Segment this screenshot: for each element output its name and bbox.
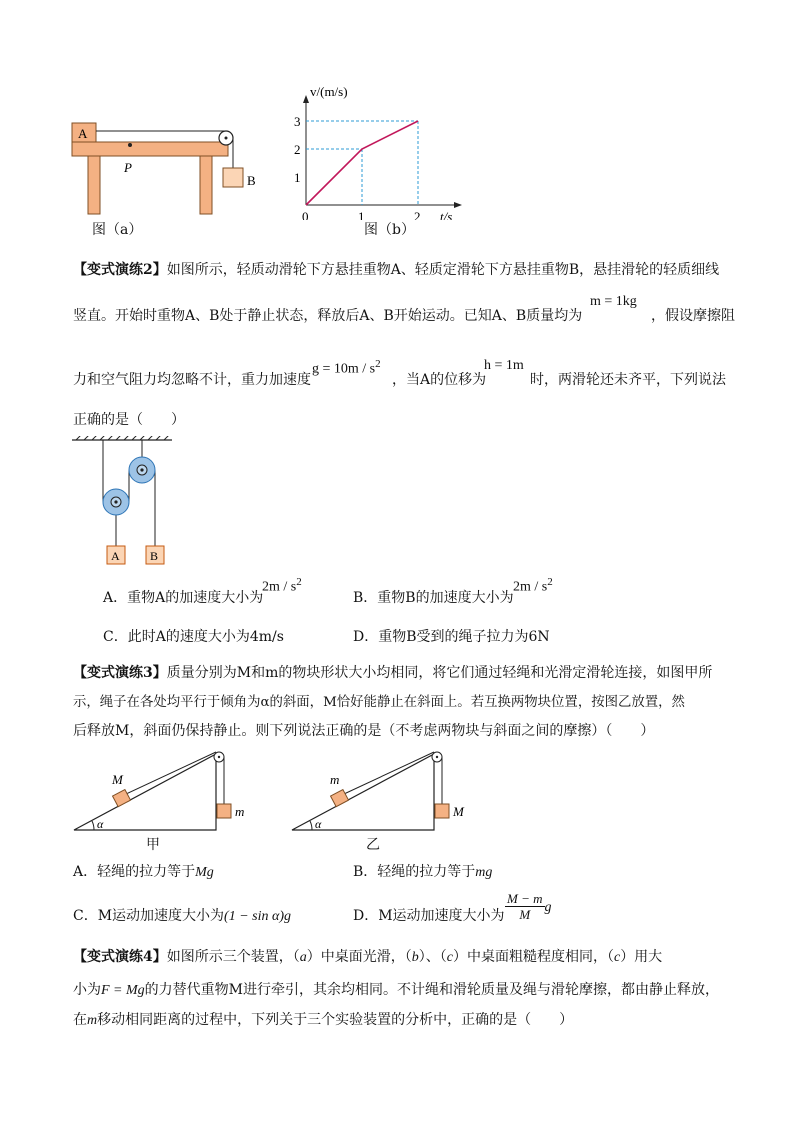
x-tick-label: 2 xyxy=(414,209,421,220)
x-tick-label: 1 xyxy=(358,209,365,220)
exercise-2-line1: 【变式演练2】如图所示，轻质动滑轮下方悬挂重物A、轻质定滑轮下方悬挂重物B，悬挂滑轮的轻质细线 xyxy=(73,262,720,278)
y-axis-arrow xyxy=(303,95,309,103)
ex3-option-c: C．M运动加速度大小为(1 − sin α)g xyxy=(73,908,292,924)
fig-b-caption: 图（b） xyxy=(364,222,415,238)
exercise-2-line3a: 力和空气阻力均忽略不计，重力加速度 xyxy=(73,372,311,388)
incline-figure-yi xyxy=(288,748,478,858)
exercise-4-line3: 在m移动相同距离的过程中，下列关于三个实验装置的分析中，正确的是（ ） xyxy=(73,1012,574,1028)
ex3-option-a: A．轻绳的拉力等于Mg xyxy=(73,864,214,880)
y-tick-label: 3 xyxy=(294,114,301,129)
exercise-4-heading: 【变式演练4】 xyxy=(73,949,167,965)
weight-b-label: B xyxy=(150,549,159,563)
ex2-option-b: B．重物B的加速度大小为 xyxy=(353,590,514,606)
exercise-2-line2-end: ，假设摩擦阻 xyxy=(651,308,735,324)
block-b-label: B xyxy=(247,173,256,188)
series-line xyxy=(306,121,418,205)
x-axis-label: t/s xyxy=(440,209,453,220)
exercise-3-line1: 【变式演练3】质量分别为M和m的物块形状大小均相同，将它们通过轻绳和光滑定滑轮连接，如图甲所 xyxy=(73,665,713,681)
x-axis-arrow xyxy=(454,202,462,208)
ex3-option-d-fraction: $\frac{M - m}{M}$ g xyxy=(507,891,552,922)
table-top xyxy=(72,142,228,156)
y-tick-label: 2 xyxy=(294,142,301,157)
exercise-3-line2: 示，绳子在各处均平行于倾角为α的斜面，M恰好能静止在斜面上。若互换两物块位置，按图乙放置，然 xyxy=(73,695,685,710)
ceiling-hatching xyxy=(76,436,170,440)
ex2-option-b-value: $2m / s^2$ xyxy=(513,576,553,595)
fig-yi-caption: 乙 xyxy=(366,837,380,853)
g-equation: $g = 10m / s^2$ xyxy=(312,358,381,377)
incline-triangle xyxy=(74,754,216,830)
angle-label: α xyxy=(315,817,322,831)
h-equation: h = 1m xyxy=(484,358,524,373)
exercise-2-line4: 正确的是（ ） xyxy=(73,412,185,428)
y-tick-label: 1 xyxy=(294,170,301,185)
incline-triangle xyxy=(292,754,434,830)
exercise-2-heading: 【变式演练2】 xyxy=(73,262,167,278)
hanging-block xyxy=(435,804,449,818)
hanging-block xyxy=(217,804,231,818)
exercise-2-line3c: 时，两滑轮还未齐平，下列说法 xyxy=(530,372,726,388)
point-p xyxy=(128,143,132,147)
ex3-option-d: D．M运动加速度大小为 xyxy=(353,908,505,924)
point-p-label: P xyxy=(124,160,132,175)
block-on-slope-label: m xyxy=(330,772,340,787)
exercise-4-line1: 【变式演练4】如图所示三个装置，（a）中桌面光滑，（b）、（c）中桌面粗糙程度相同，（c）用大 xyxy=(73,949,663,965)
angle-label: α xyxy=(97,817,104,831)
incline-figure-jia xyxy=(70,748,260,858)
weight-a-label: A xyxy=(111,549,120,563)
hanging-block-label: m xyxy=(235,804,245,819)
ex2-option-a-value: $2m / s^2$ xyxy=(262,576,302,595)
ex3-option-b: B．轻绳的拉力等于mg xyxy=(353,864,493,880)
pulley-system-figure xyxy=(70,436,180,576)
exercise-2-line2: 竖直。开始时重物A、B处于静止状态，释放后A、B开始运动。已知A、B质量均为 xyxy=(73,308,583,324)
figure-b-chart xyxy=(280,80,480,220)
block-b xyxy=(223,168,243,187)
fig-a-caption: 图（a） xyxy=(92,222,143,238)
ex2-option-a: A．重物A的加速度大小为 xyxy=(103,590,264,606)
mass-equation: m = 1kg xyxy=(590,294,637,309)
ex2-option-d: D．重物B受到的绳子拉力为6N xyxy=(353,629,550,645)
block-on-slope-label: M xyxy=(112,772,123,787)
block-a-label: A xyxy=(78,126,88,141)
table-leg-left xyxy=(88,156,100,214)
fig-jia-caption: 甲 xyxy=(146,837,160,853)
exercise-4-line2: 小为F = Mg的力替代重物M进行牵引，其余均相同。不计绳和滑轮质量及绳与滑轮摩擦，都由静止释放， xyxy=(73,982,720,998)
hanging-block-label: M xyxy=(453,804,464,819)
table-leg-right xyxy=(200,156,212,214)
y-axis-label: v/(m/s) xyxy=(310,84,348,99)
exercise-3-line3: 后释放M，斜面仍保持静止。则下列说法正确的是（不考虑两物块与斜面之间的摩擦）（ ） xyxy=(73,723,655,739)
ex2-option-c: C．此时A的速度大小为4m/s xyxy=(103,629,284,645)
exercise-2-line3b: ，当A的位移为 xyxy=(392,372,487,388)
exercise-3-heading: 【变式演练3】 xyxy=(73,665,167,681)
x-tick-label: 0 xyxy=(302,209,309,220)
